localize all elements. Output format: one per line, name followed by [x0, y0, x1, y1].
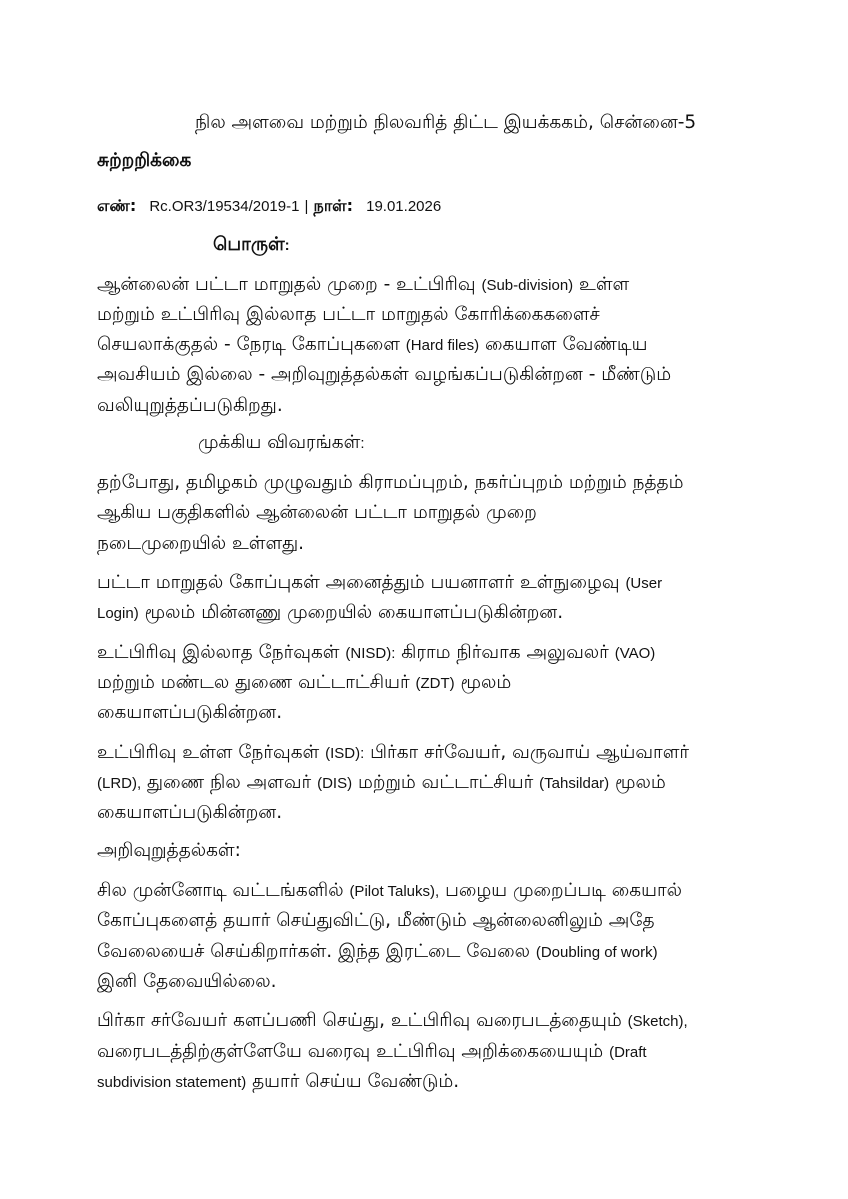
text-segment: கையாளப்படுகின்றன.	[97, 802, 283, 823]
text-line	[97, 670, 511, 697]
text-line	[97, 1039, 647, 1066]
text-segment: உள்ள	[573, 274, 630, 295]
text-segment: மற்றும் மண்டல துணை வட்டாட்சியர்	[97, 672, 416, 693]
text-line	[97, 770, 666, 797]
text-segment: கோப்புகளைத் தயார் செய்துவிட்டு, மீண்டும் ஆன்லைனிலும் அதே	[97, 910, 655, 931]
text-line	[97, 393, 283, 419]
text-line	[97, 1008, 688, 1035]
text-segment: பட்டா மாறுதல் கோப்புகள் அனைத்தும் பயனாளர் உள்நுழைவு	[97, 572, 626, 593]
reference-line	[97, 193, 441, 220]
text-line	[97, 470, 683, 496]
english-term: (ISD):	[325, 745, 365, 762]
text-segment: நடைமுறையில் உள்ளது.	[97, 533, 305, 554]
text-segment: தயார் செய்ய வேண்டும்.	[246, 1071, 460, 1092]
text-segment: ஆன்லைன் பட்டா மாறுதல் முறை - உட்பிரிவு	[97, 274, 482, 295]
english-term: (Draft	[609, 1044, 647, 1061]
text-line	[97, 570, 662, 597]
text-line	[97, 939, 658, 966]
instructions-heading-text: அறிவுறுத்தல்கள்:	[97, 840, 241, 861]
english-term: (LRD),	[97, 775, 142, 792]
text-line	[97, 740, 689, 767]
text-segment: பிர்கா சர்வேயர் களப்பணி செய்து, உட்பிரிவு வரைபடத்தையும்	[97, 1010, 628, 1031]
text-segment: பிர்கா சர்வேயர், வருவாய் ஆய்வாளர்	[364, 742, 690, 763]
circular-title-text: சுற்றறிக்கை	[97, 150, 192, 171]
english-term: (NISD):	[345, 645, 396, 662]
text-line	[97, 302, 600, 328]
text-line	[97, 800, 282, 826]
text-line	[97, 700, 282, 726]
text-segment: மூலம்	[609, 772, 666, 793]
text-segment: மூலம்	[454, 672, 512, 693]
circular-title	[97, 148, 191, 174]
text-line	[97, 600, 563, 627]
instructions-heading	[97, 838, 241, 864]
english-term: (Pilot Taluks),	[349, 883, 440, 900]
text-line	[97, 500, 537, 526]
english-term: (Hard files)	[405, 337, 480, 354]
date-label: நாள்:	[313, 196, 354, 215]
english-term: subdivision statement)	[97, 1074, 247, 1091]
text-segment: வலியுறுத்தப்படுகிறது.	[97, 395, 283, 416]
text-line	[97, 969, 277, 995]
reference-number: Rc.OR3/19534/2019-1	[149, 198, 300, 215]
english-term: Login)	[97, 605, 139, 622]
details-heading-text: முக்கிய விவரங்கள்	[198, 432, 361, 453]
text-segment: சில முன்னோடி வட்டங்களில்	[97, 880, 350, 901]
english-term: (Sub-division)	[481, 277, 574, 294]
subject-heading-text: பொருள்	[213, 234, 285, 255]
text-line	[97, 640, 655, 667]
text-line	[97, 908, 655, 934]
english-term: (Doubling of work)	[535, 944, 658, 961]
text-line	[97, 332, 647, 359]
text-segment: கையாள வேண்டிய	[479, 334, 648, 355]
text-segment: கிராம நிர்வாக அலுவலர்	[395, 642, 615, 663]
reference-separator: |	[304, 198, 309, 215]
text-line	[97, 1069, 459, 1096]
text-segment: மற்றும் உட்பிரிவு இல்லாத பட்டா மாறுதல் கோரிக்கைகளைச்	[97, 304, 600, 325]
details-heading-colon: :	[360, 435, 365, 452]
english-term: (Sketch),	[627, 1013, 688, 1030]
subject-heading-colon: :	[284, 237, 290, 254]
text-line	[97, 878, 682, 905]
details-heading	[198, 430, 365, 457]
text-segment: ஆகிய பகுதிகளில் ஆன்லைன் பட்டா மாறுதல் முறை	[97, 502, 537, 523]
text-segment: அவசியம் இல்லை - அறிவுறுத்தல்கள் வழங்கப்படுகின்றன - மீண்டும்	[97, 364, 672, 385]
text-segment: மூலம் மின்னணு முறையில் கையாளப்படுகின்றன.	[138, 602, 564, 623]
office-name: நில அளவை மற்றும் நிலவரித் திட்ட இயக்ககம், சென்னை-5	[195, 112, 697, 133]
english-term: (ZDT)	[415, 675, 455, 692]
subject-heading	[213, 232, 290, 259]
text-line	[97, 531, 304, 557]
english-term: (Tahsildar)	[539, 775, 610, 792]
text-segment: தற்போது, தமிழகம் முழுவதும் கிராமப்புறம், நகர்ப்புறம் மற்றும் நத்தம்	[97, 472, 684, 493]
text-segment: இனி தேவையில்லை.	[97, 971, 277, 992]
text-segment: செயலாக்குதல் - நேரடி கோப்புகளை	[97, 334, 406, 355]
text-line	[97, 362, 671, 388]
text-segment: கையாளப்படுகின்றன.	[97, 702, 283, 723]
text-segment: வரைபடத்திற்குள்ளேயே வரைவு உட்பிரிவு அறிக்கையையும்	[97, 1041, 610, 1062]
text-segment: உட்பிரிவு உள்ள நேர்வுகள்	[97, 742, 326, 763]
reference-date: 19.01.2026	[366, 198, 442, 215]
text-line	[97, 272, 629, 299]
office-header	[195, 110, 696, 136]
text-segment: வேலையைச் செய்கிறார்கள். இந்த இரட்டை வேலை	[97, 941, 536, 962]
english-term: (VAO)	[614, 645, 656, 662]
text-segment: துணை நில அளவர்	[141, 772, 318, 793]
text-segment: உட்பிரிவு இல்லாத நேர்வுகள்	[97, 642, 346, 663]
english-term: (User	[625, 575, 663, 592]
text-segment: பழைய முறைப்படி கையால்	[439, 880, 682, 901]
text-segment: மற்றும் வட்டாட்சியர்	[352, 772, 540, 793]
number-label: எண்:	[97, 196, 137, 215]
english-term: (DIS)	[317, 775, 353, 792]
